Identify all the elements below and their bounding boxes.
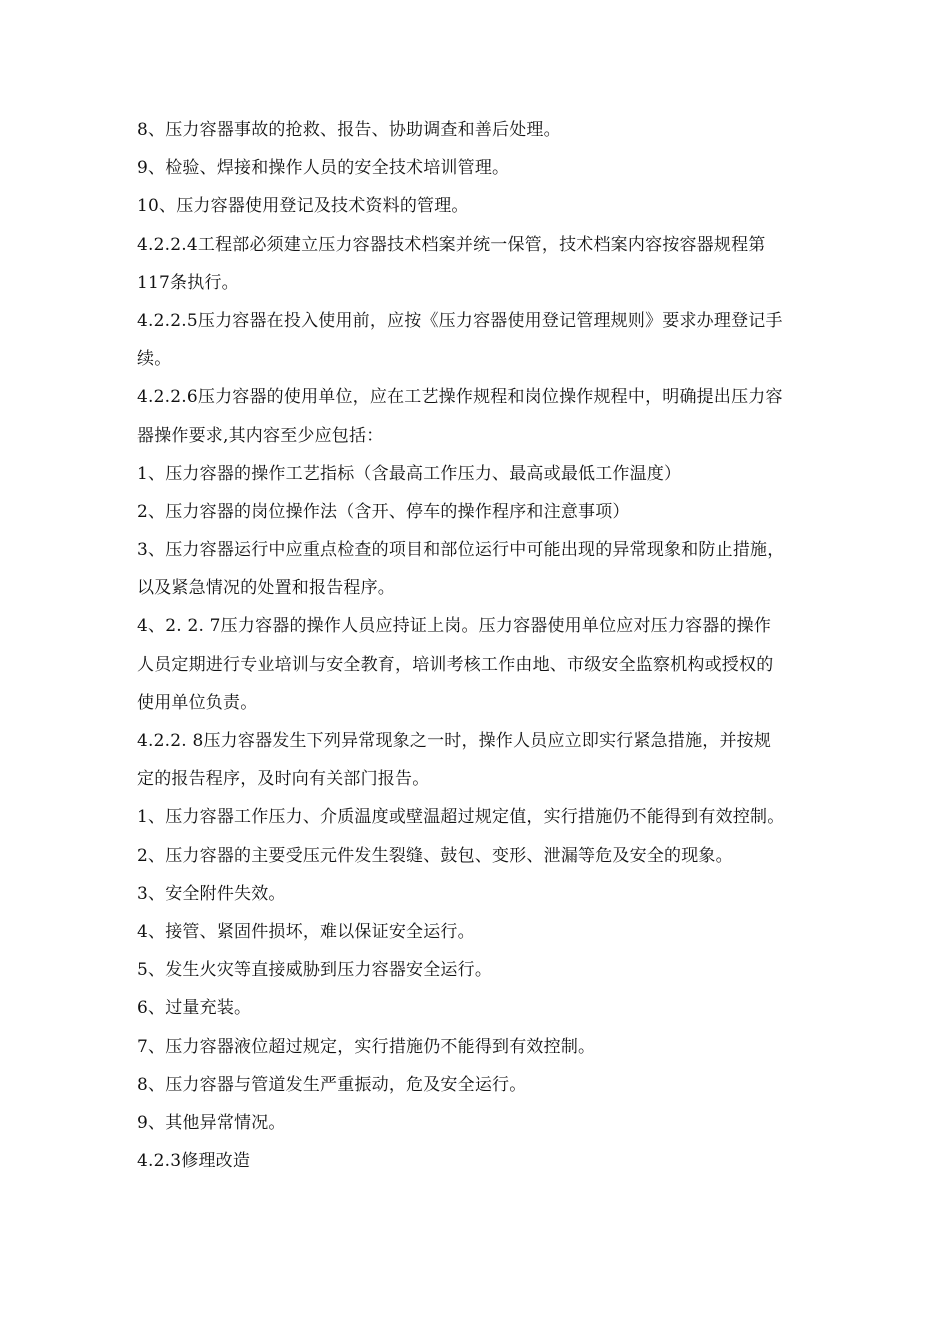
text-line: 10、压力容器使用登记及技术资料的管理。: [137, 196, 469, 217]
text-line: 4.2.2.4工程部必须建立压力容器技术档案并统一保管，技术档案内容按容器规程第: [137, 234, 766, 255]
text-line: 2、压力容器的主要受压元件发生裂缝、鼓包、变形、泄漏等危及安全的现象。: [137, 845, 733, 866]
text-line: 定的报告程序，及时向有关部门报告。: [137, 769, 430, 790]
text-line: 3、压力容器运行中应重点检查的项目和部位运行中可能出现的异常现象和防止措施，: [137, 540, 785, 561]
text-line: 器操作要求,其内容至少应包括：: [137, 425, 384, 446]
text-line: 3、安全附件失效。: [137, 883, 286, 904]
text-line: 4、2. 2. 7压力容器的操作人员应持证上岗。压力容器使用单位应对压力容器的操作: [137, 616, 772, 637]
section-heading: 4.2.3修理改造: [137, 1151, 251, 1172]
text-line: 4、接管、紧固件损坏，难以保证安全运行。: [137, 921, 475, 942]
text-line: 使用单位负责。: [137, 692, 258, 713]
text-line: 2、压力容器的岗位操作法（含开、停车的操作程序和注意事项）: [137, 501, 630, 522]
text-line: 9、检验、焊接和操作人员的安全技术培训管理。: [137, 158, 510, 179]
text-line: 117条执行。: [137, 272, 239, 293]
text-line: 9、其他异常情况。: [137, 1112, 286, 1133]
text-line: 4.2.2.6压力容器的使用单位，应在工艺操作规程和岗位操作规程中，明确提出压力容: [137, 387, 783, 408]
text-line: 4.2.2.5压力容器在投入使用前，应按《压力容器使用登记管理规则》要求办理登记手: [137, 310, 783, 331]
text-line: 6、过量充装。: [137, 998, 252, 1019]
document-body: [137, 116, 827, 1185]
text-line: 8、压力容器事故的抢救、报告、协助调查和善后处理。: [137, 120, 561, 140]
text-line: 4.2.2. 8压力容器发生下列异常现象之一时，操作人员应立即实行紧急措施，并按规: [137, 731, 772, 751]
text-line: 以及紧急情况的处置和报告程序。: [137, 578, 395, 599]
text-line: 人员定期进行专业培训与安全教育，培训考核工作由地、市级安全监察机构或授权的: [137, 654, 774, 675]
text-line: 5、发生火灾等直接威胁到压力容器安全运行。: [137, 960, 493, 981]
text-line: 续。: [137, 349, 172, 370]
text-line: 7、压力容器液位超过规定，实行措施仍不能得到有效控制。: [137, 1036, 596, 1057]
text-line: 1、压力容器的操作工艺指标（含最高工作压力、最高或最低工作温度）: [137, 463, 682, 484]
text-line: 1、压力容器工作压力、介质温度或壁温超过规定值，实行措施仍不能得到有效控制。: [137, 807, 785, 828]
text-line: 8、压力容器与管道发生严重振动，危及安全运行。: [137, 1074, 527, 1095]
